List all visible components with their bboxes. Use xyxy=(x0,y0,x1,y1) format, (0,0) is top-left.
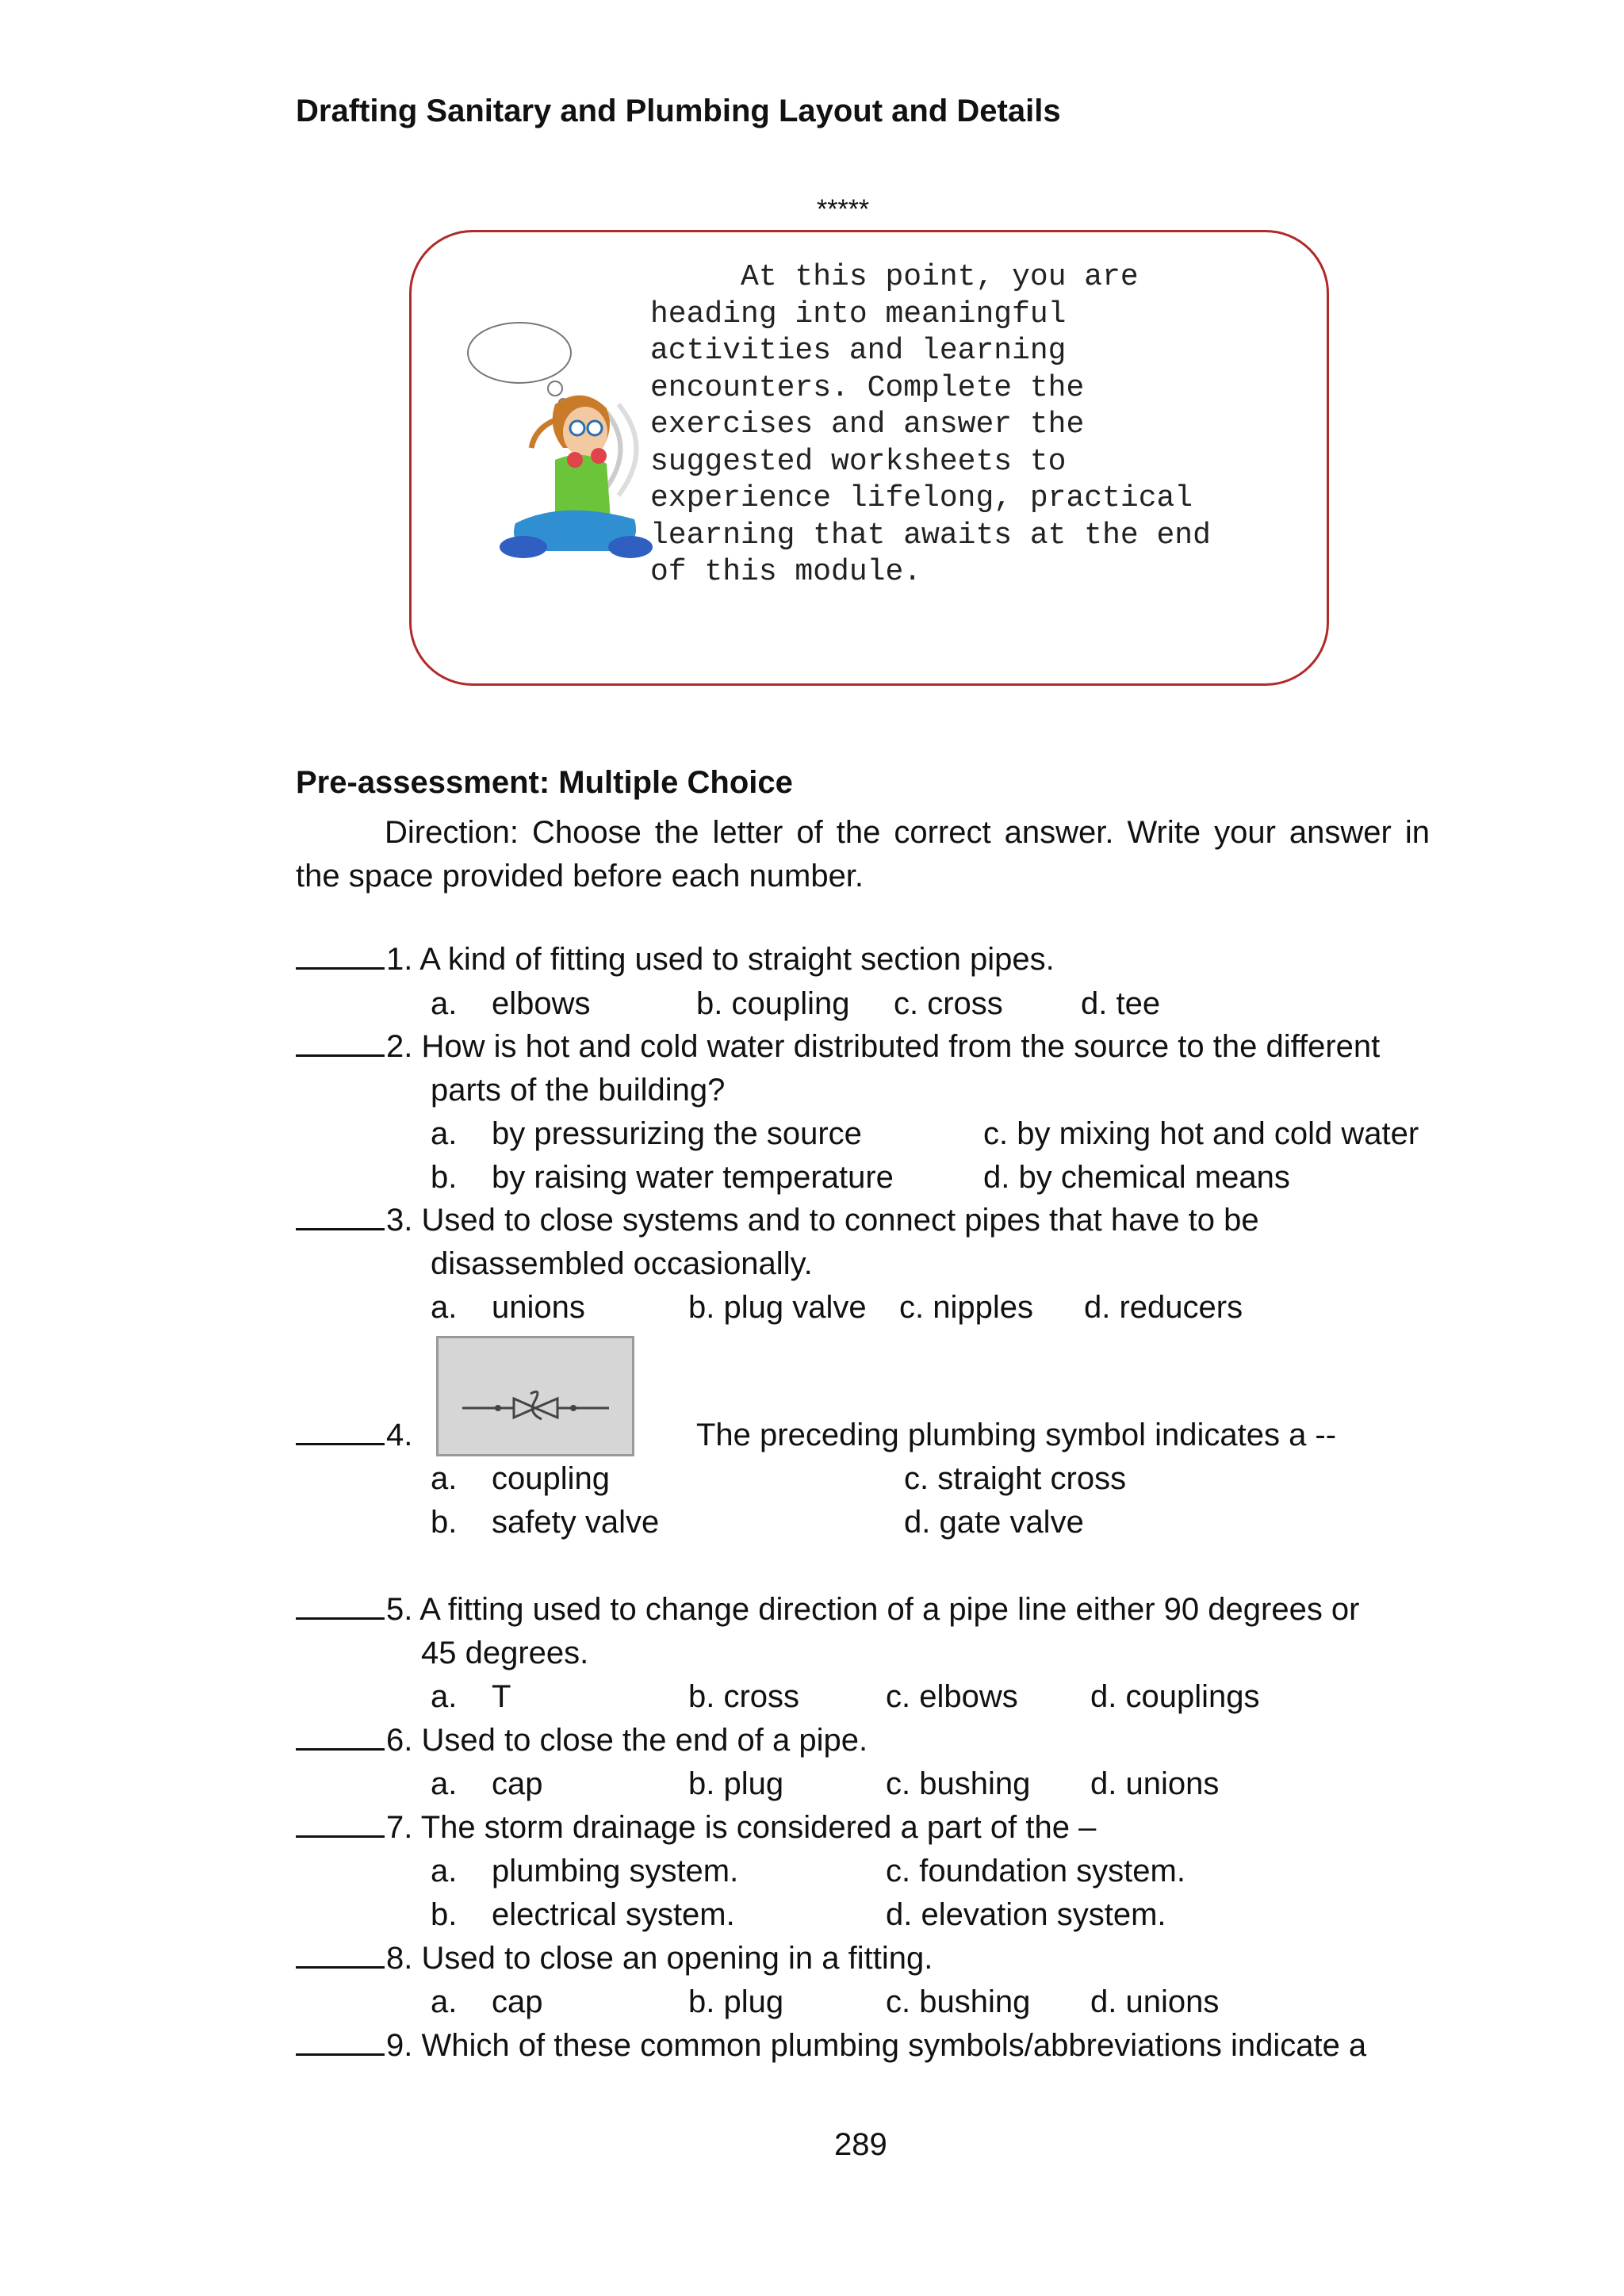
answer-blank[interactable] xyxy=(296,1418,385,1445)
q1-option-a: elbows xyxy=(492,986,591,1021)
q5-option-b: b. cross xyxy=(688,1679,800,1714)
answer-blank[interactable] xyxy=(296,1203,385,1230)
q2-option-a: by pressurizing the source xyxy=(492,1116,862,1151)
question-1: 1. A kind of fitting used to straight section pipes. xyxy=(296,942,1055,978)
q1-option-d: d. tee xyxy=(1081,986,1161,1021)
q5-option-a-letter: a. xyxy=(431,1679,458,1714)
answer-blank[interactable] xyxy=(296,1723,385,1751)
q5-option-d: d. couplings xyxy=(1090,1679,1260,1714)
question-3: 3. Used to close systems and to connect pipes that have to be xyxy=(296,1203,1259,1238)
question-4: 4. xyxy=(296,1418,412,1453)
q3-option-b: b. plug valve xyxy=(688,1290,867,1325)
q4-option-d: d. gate valve xyxy=(904,1505,1084,1540)
valve-symbol-icon xyxy=(439,1338,632,1454)
q8-option-b: b. plug xyxy=(688,1984,784,2019)
question-6: 6. Used to close the end of a pipe. xyxy=(296,1723,868,1758)
q1-option-b: b. coupling xyxy=(696,986,850,1021)
q6-option-d: d. unions xyxy=(1090,1766,1220,1801)
q5-option-c: c. elbows xyxy=(886,1679,1018,1714)
answer-blank[interactable] xyxy=(296,942,385,970)
q4-option-b-letter: b. xyxy=(431,1505,458,1540)
q8-option-a: cap xyxy=(492,1984,543,2019)
q6-option-a-letter: a. xyxy=(431,1766,458,1801)
q4-text: The preceding plumbing symbol indicates a -- xyxy=(696,1418,1337,1452)
q4-option-a-letter: a. xyxy=(431,1461,458,1496)
q3-text-continued: disassembled occasionally. xyxy=(431,1246,813,1281)
q3-option-c: c. nipples xyxy=(899,1290,1033,1325)
q6-option-b: b. plug xyxy=(688,1766,784,1801)
answer-blank[interactable] xyxy=(296,1810,385,1838)
q6-option-a: cap xyxy=(492,1766,543,1801)
q4-option-c: c. straight cross xyxy=(904,1461,1127,1496)
q3-option-d: d. reducers xyxy=(1084,1290,1243,1325)
q2-option-a-letter: a. xyxy=(431,1116,458,1151)
q3-option-a: unions xyxy=(492,1290,585,1325)
q2-text-continued: parts of the building? xyxy=(431,1073,726,1108)
answer-blank[interactable] xyxy=(296,1592,385,1620)
note-text: At this point, you are heading into meaningful activities and learning encounters. Complete the exercises and answer the suggested worksheets to experience lifelong, practical learning that awaits at the end of this module. xyxy=(650,260,1211,589)
direction-text: Direction: Choose the letter of the correct answer. Write your answer in the space provided before each number. xyxy=(296,815,1430,894)
q4-option-a: coupling xyxy=(492,1461,611,1496)
q7-option-c: c. foundation system. xyxy=(886,1854,1185,1888)
q7-option-b: electrical system. xyxy=(492,1897,735,1932)
q1-option-a-letter: a. xyxy=(431,986,458,1021)
q2-option-d: d. by chemical means xyxy=(983,1160,1290,1195)
q7-option-a: plumbing system. xyxy=(492,1854,739,1888)
answer-blank[interactable] xyxy=(296,2028,385,2056)
q6-option-c: c. bushing xyxy=(886,1766,1031,1801)
answer-blank[interactable] xyxy=(296,1029,385,1057)
q8-option-a-letter: a. xyxy=(431,1984,458,2019)
separator-stars: ***** xyxy=(817,194,870,224)
safety-valve-symbol xyxy=(436,1336,634,1456)
q8-option-c: c. bushing xyxy=(886,1984,1031,2019)
q7-option-b-letter: b. xyxy=(431,1897,458,1932)
q5-option-a: T xyxy=(492,1679,511,1714)
page-header: Drafting Sanitary and Plumbing Layout and Details xyxy=(296,94,1061,128)
q2-option-c: c. by mixing hot and cold water xyxy=(983,1116,1419,1151)
q7-option-d: d. elevation system. xyxy=(886,1897,1166,1932)
thinking-girl-illustration xyxy=(444,309,658,579)
q2-option-b-letter: b. xyxy=(431,1160,458,1195)
page-number: 289 xyxy=(834,2127,887,2162)
q1-option-c: c. cross xyxy=(894,986,1003,1021)
q7-option-a-letter: a. xyxy=(431,1854,458,1888)
q2-option-b: by raising water temperature xyxy=(492,1160,894,1195)
section-title: Pre-assessment: Multiple Choice xyxy=(296,765,793,800)
answer-blank[interactable] xyxy=(296,1941,385,1969)
question-9: 9. Which of these common plumbing symbols/abbreviations indicate a xyxy=(296,2028,1366,2064)
question-5: 5. A fitting used to change direction of a pipe line either 90 degrees or xyxy=(296,1592,1360,1628)
q8-option-d: d. unions xyxy=(1090,1984,1220,2019)
question-8: 8. Used to close an opening in a fitting. xyxy=(296,1941,933,1976)
q4-option-b: safety valve xyxy=(492,1505,660,1540)
q3-option-a-letter: a. xyxy=(431,1290,458,1325)
question-7: 7. The storm drainage is considered a part of the – xyxy=(296,1810,1096,1846)
q5-text-continued: 45 degrees. xyxy=(421,1636,589,1670)
question-2: 2. How is hot and cold water distributed from the source to the different xyxy=(296,1029,1380,1065)
